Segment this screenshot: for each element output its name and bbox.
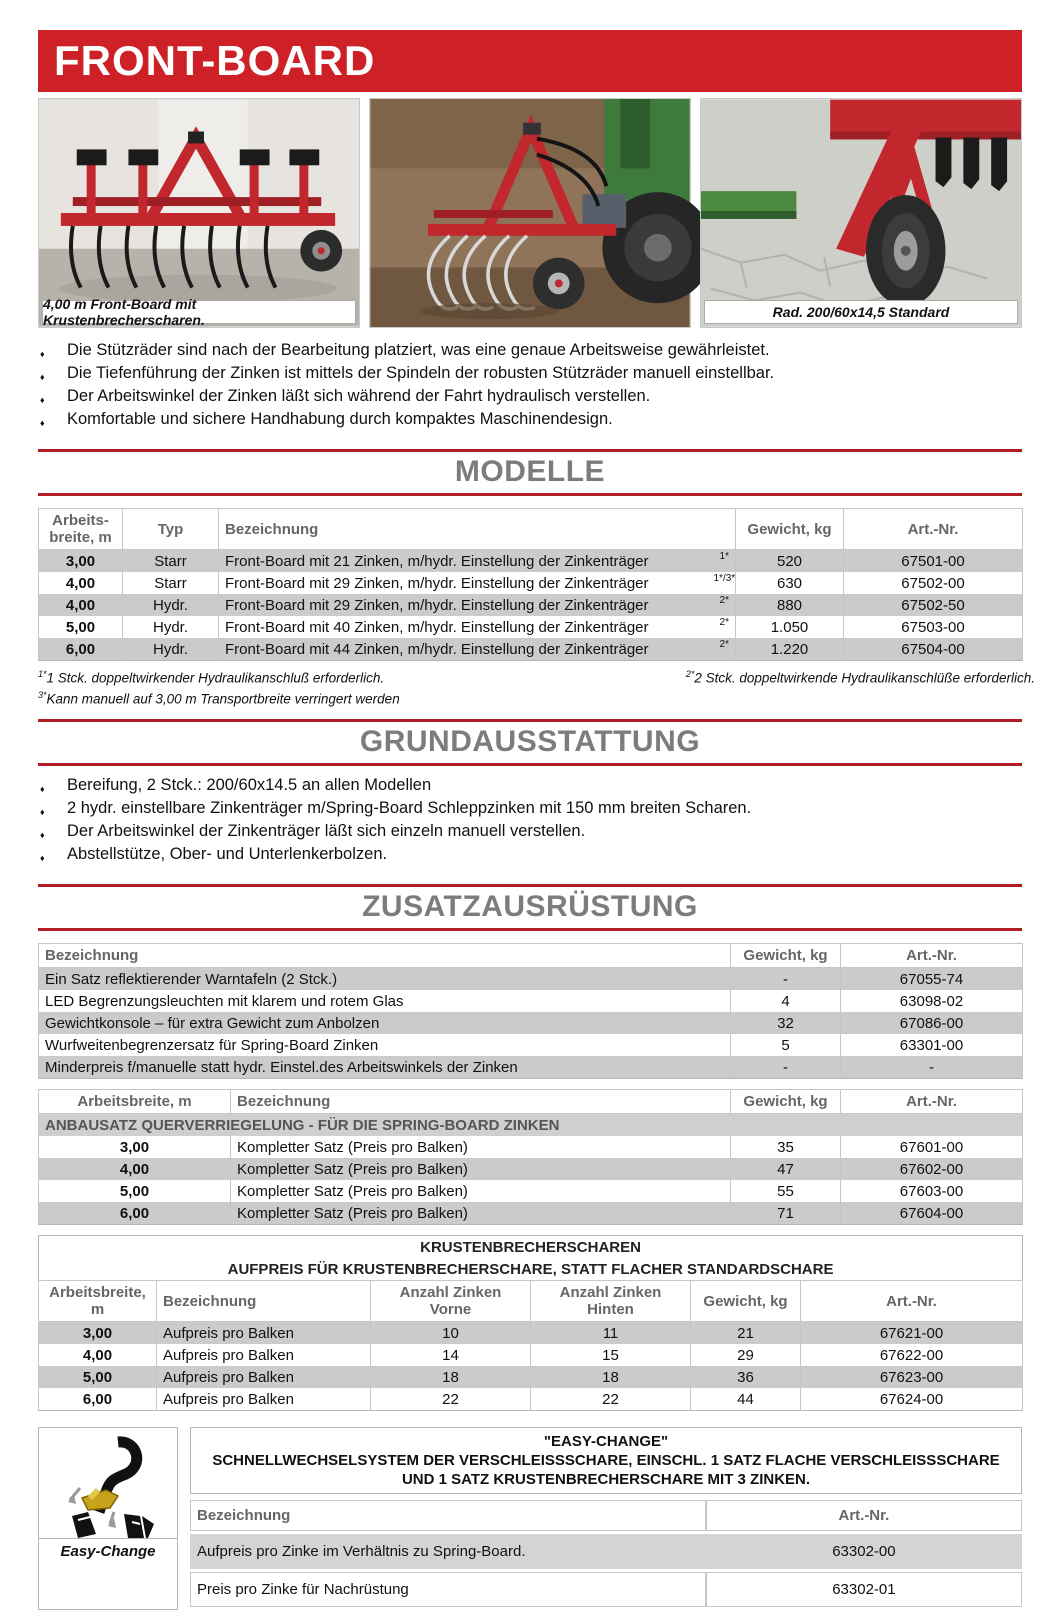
table-row (39, 594, 1023, 616)
intro-bullet-list (40, 341, 1022, 433)
cell-footnote-ref: 2* (708, 594, 736, 616)
table-title-row (39, 1236, 1023, 1259)
bullet-text: Der Arbeitswinkel der Zinkenträger läßt sich einzeln manuell verstellen. (67, 822, 586, 840)
bullet-text: Abstellstütze, Ober- und Unterlenkerbolzen. (67, 845, 388, 863)
col-header-gewicht: Gewicht, kg (691, 1281, 801, 1322)
cell-breite: 5,00 (39, 1180, 231, 1202)
section-modelle-header (38, 449, 1022, 496)
table-row (39, 1366, 1023, 1388)
photo-wheel-closeup (700, 98, 1022, 328)
col-header-bezeichnung: Bezeichnung (231, 1090, 731, 1114)
cell-breite: 5,00 (39, 616, 123, 638)
cell-footnote-ref: 1*/3* (708, 572, 736, 594)
col-header-gewicht: Gewicht, kg (731, 944, 841, 968)
cell-gewicht: 35 (731, 1136, 841, 1158)
photo-row (38, 98, 1022, 328)
list-item (40, 845, 1022, 868)
cell-artnr: 67622-00 (801, 1344, 1023, 1366)
zusatzausruestung-table (38, 943, 1023, 1079)
col-header-bezeichnung: Bezeichnung (219, 509, 736, 550)
cell-bezeichnung: Kompletter Satz (Preis pro Balken) (231, 1202, 731, 1225)
cell-bezeichnung: Aufpreis pro Balken (157, 1388, 371, 1411)
table-title: KRUSTENBRECHERSCHAREN (39, 1236, 1023, 1259)
table-row (39, 1202, 1023, 1225)
table-row (39, 968, 1023, 991)
cell-bezeichnung: Front-Board mit 44 Zinken, m/hydr. Einstellung der Zinkenträger (219, 638, 708, 661)
table-header-row (39, 944, 1023, 968)
table-row (39, 1034, 1023, 1056)
cell-bezeichnung: Kompletter Satz (Preis pro Balken) (231, 1180, 731, 1202)
easy-change-image-caption: Easy-Change (39, 1538, 177, 1563)
col-header-zinken-hinten: Anzahl Zinken Hinten (531, 1281, 691, 1322)
table-row (190, 1572, 1022, 1607)
modelle-table (38, 508, 1023, 661)
table-header-row (39, 509, 1023, 550)
photo-field-tractor (369, 98, 691, 328)
easy-change-section (38, 1427, 1022, 1610)
table-title-row (39, 1258, 1023, 1281)
cell-breite: 6,00 (39, 1388, 157, 1411)
photo-caption: 4,00 m Front-Board mit Krustenbrecherscharen. (42, 300, 356, 324)
bullet-text: Bereifung, 2 Stck.: 200/60x14.5 an allen Modellen (67, 776, 432, 794)
cell-bezeichnung: Wurfweitenbegrenzersatz für Spring-Board Zinken (39, 1034, 731, 1056)
easy-change-title (190, 1427, 1022, 1494)
list-item (40, 822, 1022, 845)
cell-zinken-vorne: 18 (371, 1366, 531, 1388)
cell-breite: 6,00 (39, 638, 123, 661)
section-title: MODELLE (454, 455, 606, 488)
photo-caption: Rad. 200/60x14,5 Standard (704, 300, 1018, 324)
cell-breite: 4,00 (39, 594, 123, 616)
cell-footnote-ref: 2* (708, 638, 736, 661)
krustenbrecherscharen-table (38, 1235, 1023, 1411)
table-header-row (39, 1281, 1023, 1322)
footnote: $^{3*}$Kann manuell auf 3,00 m Transportbreite verringert werden (38, 689, 400, 706)
cell-bezeichnung: Kompletter Satz (Preis pro Balken) (231, 1136, 731, 1158)
cell-footnote-ref: 1* (708, 550, 736, 573)
cell-artnr: 63302-00 (706, 1534, 1022, 1569)
cell-bezeichnung: Front-Board mit 21 Zinken, m/hydr. Einstellung der Zinkenträger (219, 550, 708, 573)
table-row (39, 1322, 1023, 1345)
bullet-text: Die Stützräder sind nach der Bearbeitung platziert, was eine genaue Arbeitsweise gewährleistet. (67, 341, 770, 359)
support-wheel-graphic (701, 99, 1021, 327)
cell-artnr: 63302-01 (706, 1572, 1022, 1607)
bullet-icon: ♦ (40, 784, 45, 794)
page-title: FRONT-BOARD (54, 37, 376, 84)
table-header-row (190, 1500, 1022, 1531)
cell-gewicht: - (731, 1056, 841, 1079)
section-grundausstattung-header (38, 719, 1022, 766)
cell-bezeichnung: Aufpreis pro Balken (157, 1322, 371, 1345)
subheader-text: ANBAUSATZ QUERVERRIEGELUNG - FÜR DIE SPRING-BOARD ZINKEN (39, 1114, 1023, 1137)
cell-gewicht: 1.220 (736, 638, 844, 661)
cell-gewicht: 1.050 (736, 616, 844, 638)
footnotes-left (38, 666, 400, 707)
table-row (39, 572, 1023, 594)
bullet-icon: ♦ (40, 418, 45, 428)
field-tractor-graphic (370, 99, 690, 327)
cell-typ: Starr (123, 550, 219, 573)
cell-artnr: 67624-00 (801, 1388, 1023, 1411)
col-header-arbeitsbreite: Arbeitsbreite, m (39, 1090, 231, 1114)
cell-gewicht: 520 (736, 550, 844, 573)
col-header-artnr: Art.-Nr. (801, 1281, 1023, 1322)
cell-breite: 4,00 (39, 1158, 231, 1180)
cell-footnote-ref: 2* (708, 616, 736, 638)
list-item (40, 364, 1022, 387)
col-header-arbeitsbreite: Arbeitsbreite, m (39, 1281, 157, 1322)
cell-breite: 5,00 (39, 1366, 157, 1388)
cell-bezeichnung: Preis pro Zinke für Nachrüstung (190, 1572, 706, 1607)
cell-bezeichnung: Aufpreis pro Balken (157, 1344, 371, 1366)
cell-zinken-hinten: 18 (531, 1366, 691, 1388)
cell-gewicht: 880 (736, 594, 844, 616)
cell-artnr: 67503-00 (844, 616, 1023, 638)
cell-gewicht: - (731, 968, 841, 991)
col-header-artnr: Art.-Nr. (841, 1090, 1023, 1114)
col-header-arbeitsbreite: Arbeits- breite, m (39, 509, 123, 550)
table-row (190, 1534, 1022, 1569)
bullet-icon: ♦ (40, 372, 45, 382)
cell-bezeichnung: LED Begrenzungsleuchten mit klarem und rotem Glas (39, 990, 731, 1012)
col-header-artnr: Art.-Nr. (844, 509, 1023, 550)
title-banner (38, 30, 1022, 92)
col-header-artnr: Art.-Nr. (706, 1500, 1022, 1531)
cell-gewicht: 29 (691, 1344, 801, 1366)
red-rule (38, 928, 1022, 931)
table-row (39, 1056, 1023, 1079)
easy-change-image-box (38, 1427, 178, 1610)
list-item (40, 799, 1022, 822)
bullet-text: Die Tiefenführung der Zinken ist mittels der Spindeln der robusten Stützräder manuell einstellbar. (67, 364, 775, 382)
cell-bezeichnung: Gewichtkonsole – für extra Gewicht zum Anbolzen (39, 1012, 731, 1034)
cell-artnr: 67623-00 (801, 1366, 1023, 1388)
cell-bezeichnung: Front-Board mit 40 Zinken, m/hydr. Einstellung der Zinkenträger (219, 616, 708, 638)
cell-zinken-vorne: 14 (371, 1344, 531, 1366)
bullet-icon: ♦ (40, 830, 45, 840)
table-row (39, 616, 1023, 638)
cell-bezeichnung: Kompletter Satz (Preis pro Balken) (231, 1158, 731, 1180)
cell-gewicht: 36 (691, 1366, 801, 1388)
datasheet-page (0, 30, 1058, 1598)
red-rule (38, 493, 1022, 496)
table-row (39, 1158, 1023, 1180)
bullet-text: Der Arbeitswinkel der Zinken läßt sich während der Fahrt hydraulisch verstellen. (67, 387, 651, 405)
footnote: $^{1*}$1 Stck. doppeltwirkender Hydraulikanschluß erforderlich. (38, 669, 385, 686)
col-header-artnr: Art.-Nr. (841, 944, 1023, 968)
col-header-gewicht: Gewicht, kg (731, 1090, 841, 1114)
table-row (39, 638, 1023, 661)
cell-artnr: 63098-02 (841, 990, 1023, 1012)
cell-breite: 6,00 (39, 1202, 231, 1225)
cell-gewicht: 44 (691, 1388, 801, 1411)
easy-change-table (190, 1497, 1022, 1610)
anbausatz-table (38, 1089, 1023, 1225)
cell-typ: Hydr. (123, 594, 219, 616)
table-row (39, 550, 1023, 573)
bullet-text: 2 hydr. einstellbare Zinkenträger m/Spring-Board Schleppzinken mit 150 mm breiten Scharen. (67, 799, 752, 817)
cell-artnr: - (841, 1056, 1023, 1079)
bullet-icon: ♦ (40, 395, 45, 405)
table-row (39, 1180, 1023, 1202)
cell-artnr: 67501-00 (844, 550, 1023, 573)
footnote-block (38, 666, 1035, 707)
col-header-bezeichnung: Bezeichnung (190, 1500, 706, 1531)
front-board-machine-graphic (39, 99, 359, 327)
list-item (40, 341, 1022, 364)
cell-artnr: 67504-00 (844, 638, 1023, 661)
cell-breite: 4,00 (39, 1344, 157, 1366)
cell-gewicht: 4 (731, 990, 841, 1012)
cell-artnr: 67086-00 (841, 1012, 1023, 1034)
cell-bezeichnung: Front-Board mit 29 Zinken, m/hydr. Einstellung der Zinkenträger (219, 572, 708, 594)
cell-artnr: 67502-00 (844, 572, 1023, 594)
cell-gewicht: 55 (731, 1180, 841, 1202)
grundausstattung-bullet-list (40, 776, 1022, 868)
cell-bezeichnung: Minderpreis f/manuelle statt hydr. Einstel.des Arbeitswinkels der Zinken (39, 1056, 731, 1079)
table-header-row (39, 1090, 1023, 1114)
red-rule (38, 719, 1022, 722)
photo-front-board-workshop (38, 98, 360, 328)
bullet-icon: ♦ (40, 349, 45, 359)
cell-artnr: 67604-00 (841, 1202, 1023, 1225)
col-header-bezeichnung: Bezeichnung (39, 944, 731, 968)
red-rule (38, 884, 1022, 887)
cell-breite: 3,00 (39, 550, 123, 573)
cell-typ: Starr (123, 572, 219, 594)
footnote: $^{2*}$2 Stck. doppeltwirkende Hydraulikanschlüße erforderlich. (685, 669, 1035, 686)
section-title: ZUSATZAUSRÜSTUNG (362, 890, 698, 923)
cell-bezeichnung: Aufpreis pro Balken (157, 1366, 371, 1388)
red-rule (38, 449, 1022, 452)
table-row (39, 1388, 1023, 1411)
easy-change-title-line1: "EASY-CHANGE" (543, 1433, 669, 1450)
list-item (40, 410, 1022, 433)
cell-typ: Hydr. (123, 638, 219, 661)
cell-breite: 3,00 (39, 1322, 157, 1345)
cell-gewicht: 32 (731, 1012, 841, 1034)
cell-artnr: 67502-50 (844, 594, 1023, 616)
list-item (40, 776, 1022, 799)
cell-bezeichnung: Aufpreis pro Zinke im Verhältnis zu Spring-Board. (190, 1534, 706, 1569)
cell-zinken-hinten: 11 (531, 1322, 691, 1345)
cell-artnr: 67601-00 (841, 1136, 1023, 1158)
table-row (39, 1344, 1023, 1366)
easy-change-tine-graphic (44, 1432, 172, 1538)
col-header-bezeichnung: Bezeichnung (157, 1281, 371, 1322)
bullet-text: Komfortable und sichere Handhabung durch kompaktes Maschinendesign. (67, 410, 613, 428)
red-rule (38, 763, 1022, 766)
cell-artnr: 67055-74 (841, 968, 1023, 991)
table-row (39, 990, 1023, 1012)
easy-change-title-line2: SCHNELLWECHSELSYSTEM DER VERSCHLEISSSCHARE, EINSCHL. 1 SATZ FLACHE VERSCHLEISSSCHARE (212, 1452, 1000, 1469)
col-header-typ: Typ (123, 509, 219, 550)
cell-artnr: 67602-00 (841, 1158, 1023, 1180)
cell-bezeichnung: Ein Satz reflektierender Warntafeln (2 Stck.) (39, 968, 731, 991)
cell-gewicht: 5 (731, 1034, 841, 1056)
footnotes-right (686, 666, 1035, 707)
bullet-icon: ♦ (40, 807, 45, 817)
table-row (39, 1136, 1023, 1158)
cell-bezeichnung: Front-Board mit 29 Zinken, m/hydr. Einstellung der Zinkenträger (219, 594, 708, 616)
col-header-zinken-vorne: Anzahl Zinken Vorne (371, 1281, 531, 1322)
cell-zinken-hinten: 22 (531, 1388, 691, 1411)
col-header-gewicht: Gewicht, kg (736, 509, 844, 550)
table-subheader-row (39, 1114, 1023, 1137)
cell-typ: Hydr. (123, 616, 219, 638)
cell-zinken-vorne: 22 (371, 1388, 531, 1411)
cell-zinken-hinten: 15 (531, 1344, 691, 1366)
cell-breite: 4,00 (39, 572, 123, 594)
cell-gewicht: 71 (731, 1202, 841, 1225)
easy-change-title-line3: UND 1 SATZ KRUSTENBRECHERSCHARE MIT 3 ZINKEN. (401, 1471, 811, 1488)
cell-zinken-vorne: 10 (371, 1322, 531, 1345)
cell-artnr: 63301-00 (841, 1034, 1023, 1056)
cell-artnr: 67603-00 (841, 1180, 1023, 1202)
table-subtitle: AUFPREIS FÜR KRUSTENBRECHERSCHARE, STATT FLACHER STANDARDSCHARE (39, 1258, 1023, 1281)
bullet-icon: ♦ (40, 853, 45, 863)
cell-gewicht: 21 (691, 1322, 801, 1345)
cell-artnr: 67621-00 (801, 1322, 1023, 1345)
section-zusatzausruestung-header (38, 884, 1022, 931)
cell-gewicht: 630 (736, 572, 844, 594)
cell-breite: 3,00 (39, 1136, 231, 1158)
section-title: GRUNDAUSSTATTUNG (359, 725, 701, 758)
easy-change-detail (190, 1427, 1022, 1610)
cell-gewicht: 47 (731, 1158, 841, 1180)
table-row (39, 1012, 1023, 1034)
list-item (40, 387, 1022, 410)
